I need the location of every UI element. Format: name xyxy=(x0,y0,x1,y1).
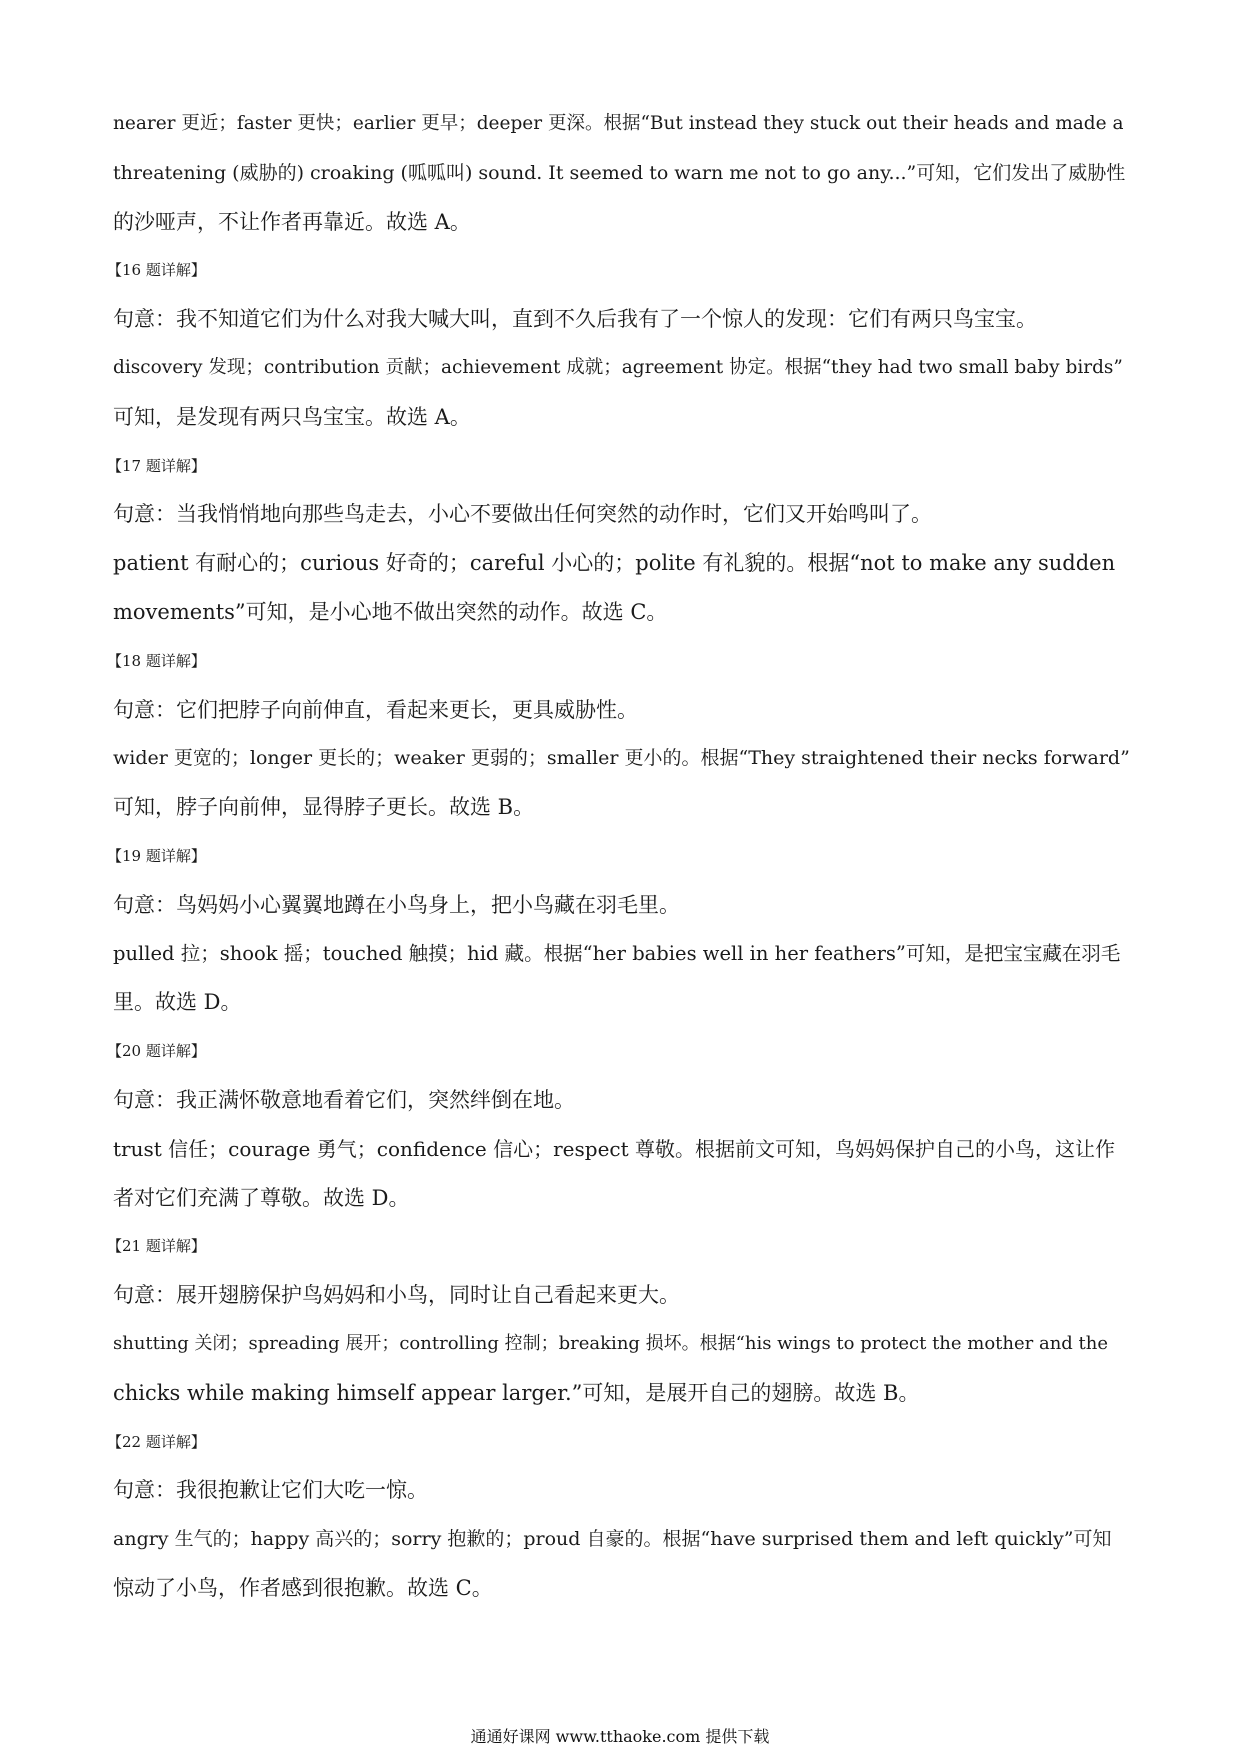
section-heading: 【18 题详解】 xyxy=(107,651,206,670)
document-body xyxy=(107,100,1133,1613)
body-line: 惊动了小鸟，作者感到很抱歉。故选 C。 xyxy=(113,1575,493,1600)
body-line: nearer 更近；faster 更快；earlier 更早；deeper 更深。根据“But instead they stuck out their heads and made a xyxy=(113,113,1124,134)
section-heading: 【21 题详解】 xyxy=(107,1237,206,1256)
body-line: pulled 拉；shook 摇；touched 触摸；hid 藏。根据“her babies well in her feathers”可知，是把宝宝藏在羽毛 xyxy=(113,941,1121,965)
body-line: 可知，脖子向前伸，显得脖子更长。故选 B。 xyxy=(113,795,535,820)
body-line: 的沙哑声，不让作者再靠近。故选 A。 xyxy=(113,209,471,234)
section-heading: 【16 题详解】 xyxy=(107,261,206,280)
body-line: 句意：当我悄悄地向那些鸟走去，小心不要做出任何突然的动作时，它们又开始鸣叫了。 xyxy=(113,502,932,527)
section-heading: 【22 题详解】 xyxy=(107,1432,206,1451)
body-line: wider 更宽的；longer 更长的；weaker 更弱的；smaller 更小的。根据“They straightened their necks forward” xyxy=(113,747,1130,770)
body-line: 句意：展开翅膀保护鸟妈妈和小鸟，同时让自己看起来更大。 xyxy=(113,1283,680,1308)
body-line: 里。故选 D。 xyxy=(113,990,242,1015)
body-line: angry 生气的；happy 高兴的；sorry 抱歉的；proud 自豪的。根据“have surprised them and left quickly”可知 xyxy=(113,1528,1112,1551)
body-line: threatening (威胁的) croaking (呱呱叫) sound. It seemed to warn me not to go any...”可知，它们发出了威胁性 xyxy=(113,161,1126,184)
body-line: 句意：我很抱歉让它们大吃一惊。 xyxy=(113,1478,428,1503)
body-line: 句意：我不知道它们为什么对我大喊大叫，直到不久后我有了一个惊人的发现：它们有两只鸟宝宝。 xyxy=(113,307,1037,332)
body-line: chicks while making himself appear larger.”可知，是展开自己的翅膀。故选 B。 xyxy=(113,1380,920,1405)
section-heading: 【20 题详解】 xyxy=(107,1042,206,1061)
body-line: 句意：它们把脖子向前伸直，看起来更长，更具威胁性。 xyxy=(113,697,638,722)
body-line: shutting 关闭；spreading 展开；controlling 控制；breaking 损坏。根据“his wings to protect the mother and the xyxy=(113,1332,1109,1354)
section-heading: 【17 题详解】 xyxy=(107,456,206,475)
body-line: 可知，是发现有两只鸟宝宝。故选 A。 xyxy=(113,404,471,429)
body-line: trust 信任；courage 勇气；confidence 信心；respect 尊敬。根据前文可知，鸟妈妈保护自己的小鸟，这让作 xyxy=(113,1136,1116,1161)
page-footer: 通通好课网 www.tthaoke.com 提供下载 xyxy=(470,1727,770,1746)
body-line: 句意：我正满怀敬意地看着它们，突然绊倒在地。 xyxy=(113,1087,575,1112)
body-line: movements”可知，是小心地不做出突然的动作。故选 C。 xyxy=(113,599,668,624)
body-line: 句意：鸟妈妈小心翼翼地蹲在小鸟身上，把小鸟藏在羽毛里。 xyxy=(113,892,680,917)
body-line: 者对它们充满了尊敬。故选 D。 xyxy=(113,1185,410,1210)
body-line: patient 有耐心的；curious 好奇的；careful 小心的；polite 有礼貌的。根据“not to make any sudden xyxy=(113,551,1116,576)
body-line: discovery 发现；contribution 贡献；achievement 成就；agreement 协定。根据“they had two small baby birds” xyxy=(113,356,1123,378)
section-heading: 【19 题详解】 xyxy=(107,846,206,865)
